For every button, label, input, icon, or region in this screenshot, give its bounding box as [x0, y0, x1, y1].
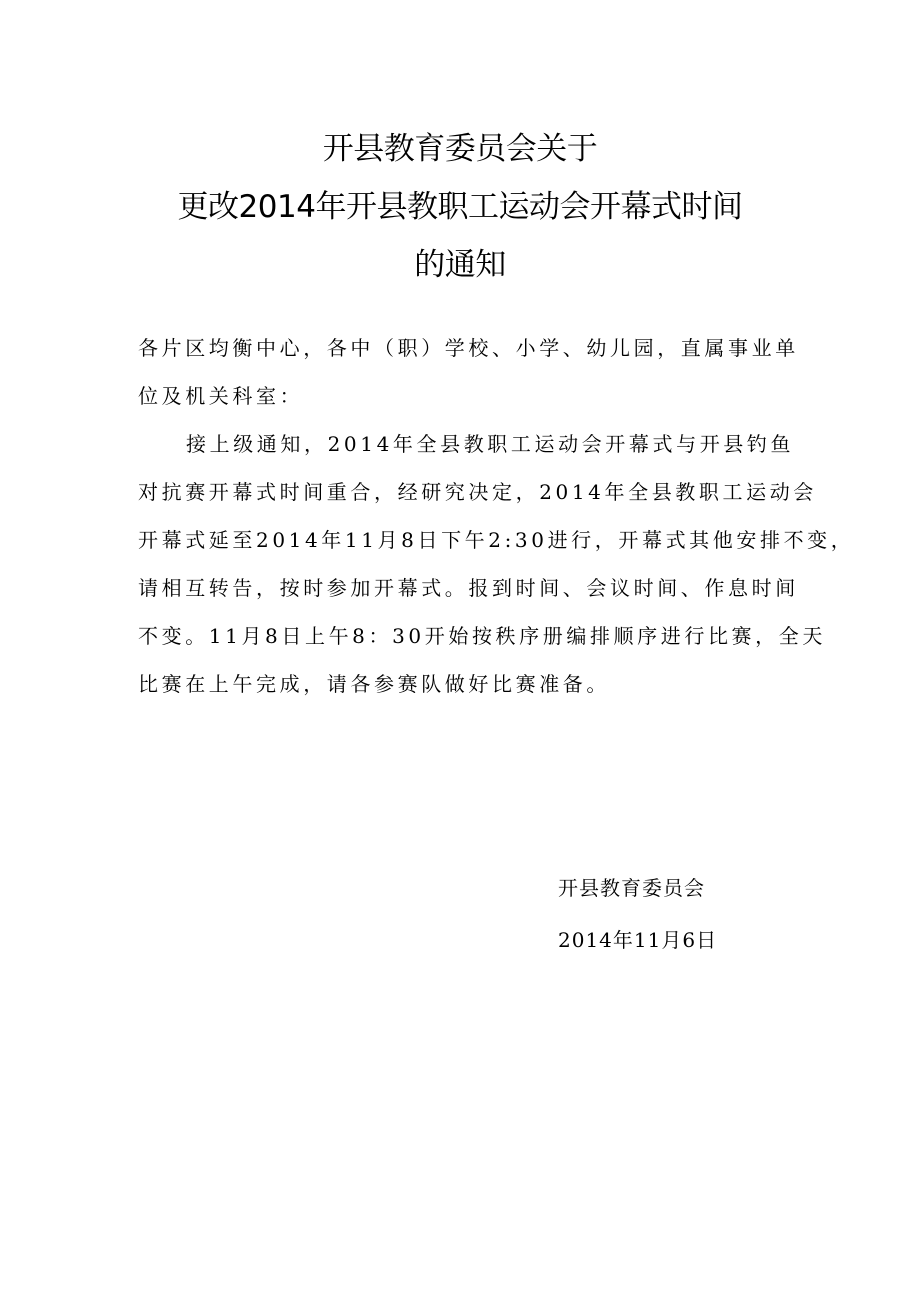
document-body [138, 324, 855, 708]
body-line-1: 接上级通知，2014年全县教职工运动会开幕式与开县钓鱼 [186, 432, 795, 456]
recipient-line-1: 各片区均衡中心，各中（职）学校、小学、幼儿园，直属事业单 [138, 336, 799, 360]
signature-block [558, 862, 858, 966]
signature-date: 2014年11月6日 [558, 928, 718, 952]
title-line-2: 更改2014年开县教职工运动会开幕式时间 [177, 189, 743, 225]
body-line-2: 对抗赛开幕式时间重合，经研究决定，2014年全县教职工运动会 [138, 480, 817, 504]
title-line-3: 的通知 [414, 247, 506, 283]
body-line-5: 不变。11月8日上午8：30开始按秩序册编排顺序进行比赛，全天 [138, 624, 826, 648]
title-line-1: 开县教育委员会关于 [322, 131, 598, 167]
body-line-3: 开幕式延至2014年11月8日下午2:30进行，开幕式其他安排不变， [138, 528, 855, 552]
body-line-4: 请相互转告，按时参加开幕式。报到时间、会议时间、作息时间 [138, 576, 799, 600]
signature-issuer: 开县教育委员会 [558, 876, 705, 900]
document-title [0, 120, 920, 294]
body-line-6: 比赛在上午完成，请各参赛队做好比赛准备。 [138, 672, 610, 696]
recipient-line-2: 位及机关科室： [138, 384, 304, 408]
